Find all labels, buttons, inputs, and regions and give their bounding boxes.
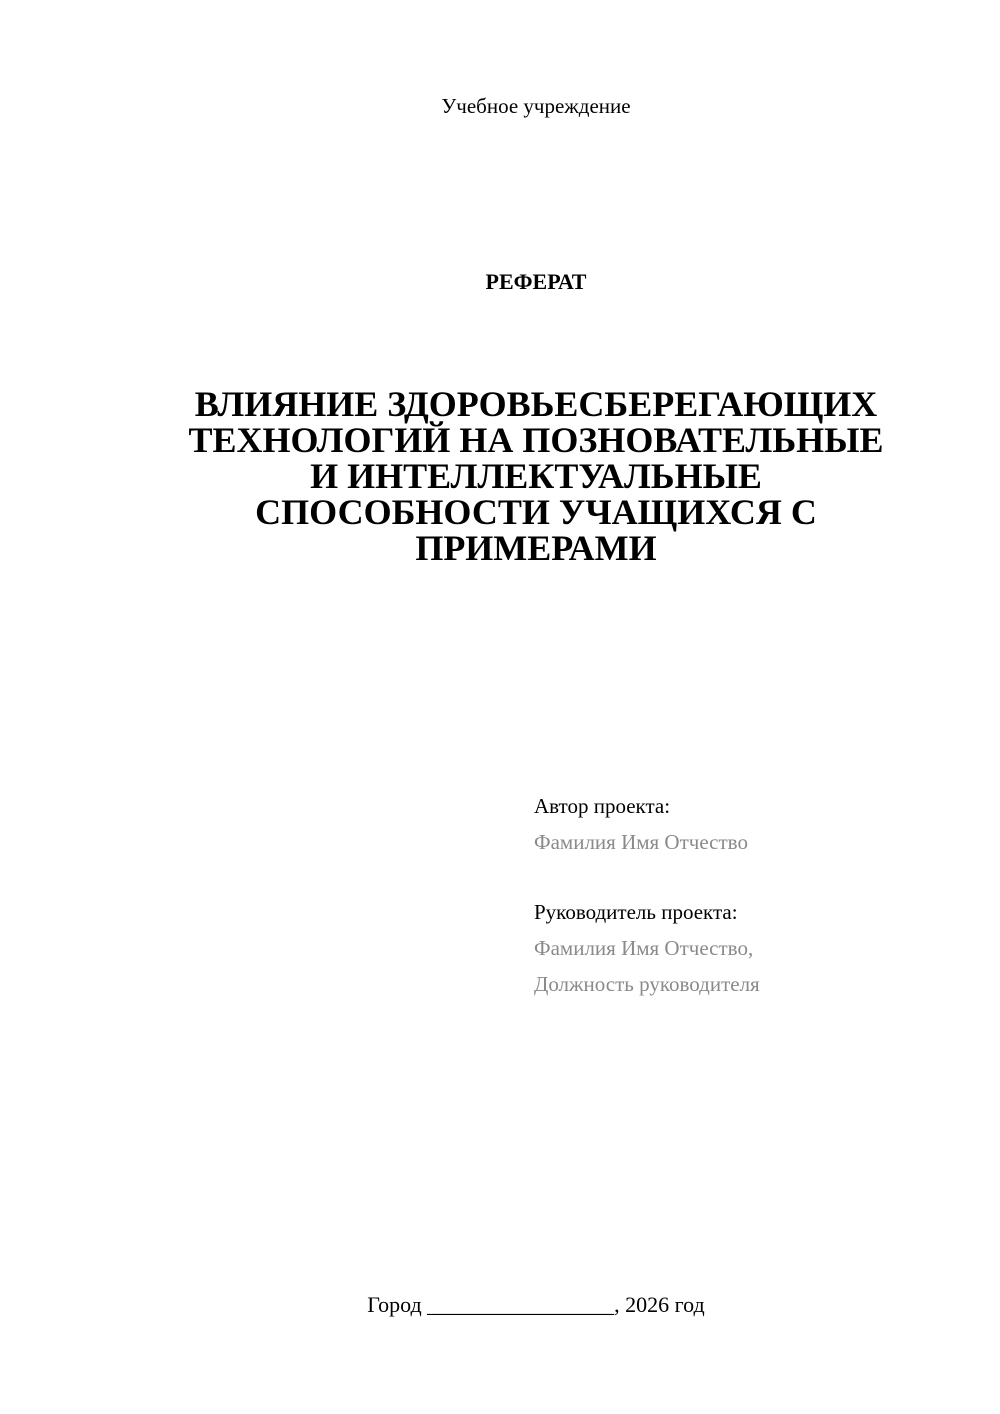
credits-spacer [534, 860, 974, 894]
city-year-line: Город _________________, 2026 год [367, 1292, 705, 1317]
title-line-3: И ИНТЕЛЛЕКТУАЛЬНЫЕ [310, 456, 762, 496]
title-line-1: ВЛИЯНИЕ ЗДОРОВЬЕСБЕРЕГАЮЩИХ [194, 384, 878, 424]
author-label: Автор проекта: [534, 794, 671, 818]
title-line-4: СПОСОБНОСТИ УЧАЩИХСЯ С [255, 492, 817, 532]
supervisor-name: Фамилия Имя Отчество, [534, 936, 754, 960]
title-line-2: ТЕХНОЛОГИЙ НА ПОЗНОВАТЕЛЬНЫЕ [188, 420, 884, 460]
author-name: Фамилия Имя Отчество [534, 830, 748, 854]
title-line-5: ПРИМЕРАМИ [415, 528, 657, 568]
institution-name: Учебное учреждение [441, 94, 631, 118]
document-title [130, 386, 942, 566]
credits-block [534, 788, 974, 1002]
supervisor-label: Руководитель проекта: [534, 900, 738, 924]
supervisor-position: Должность руководителя [534, 972, 760, 996]
document-type: РЕФЕРАТ [485, 269, 587, 294]
